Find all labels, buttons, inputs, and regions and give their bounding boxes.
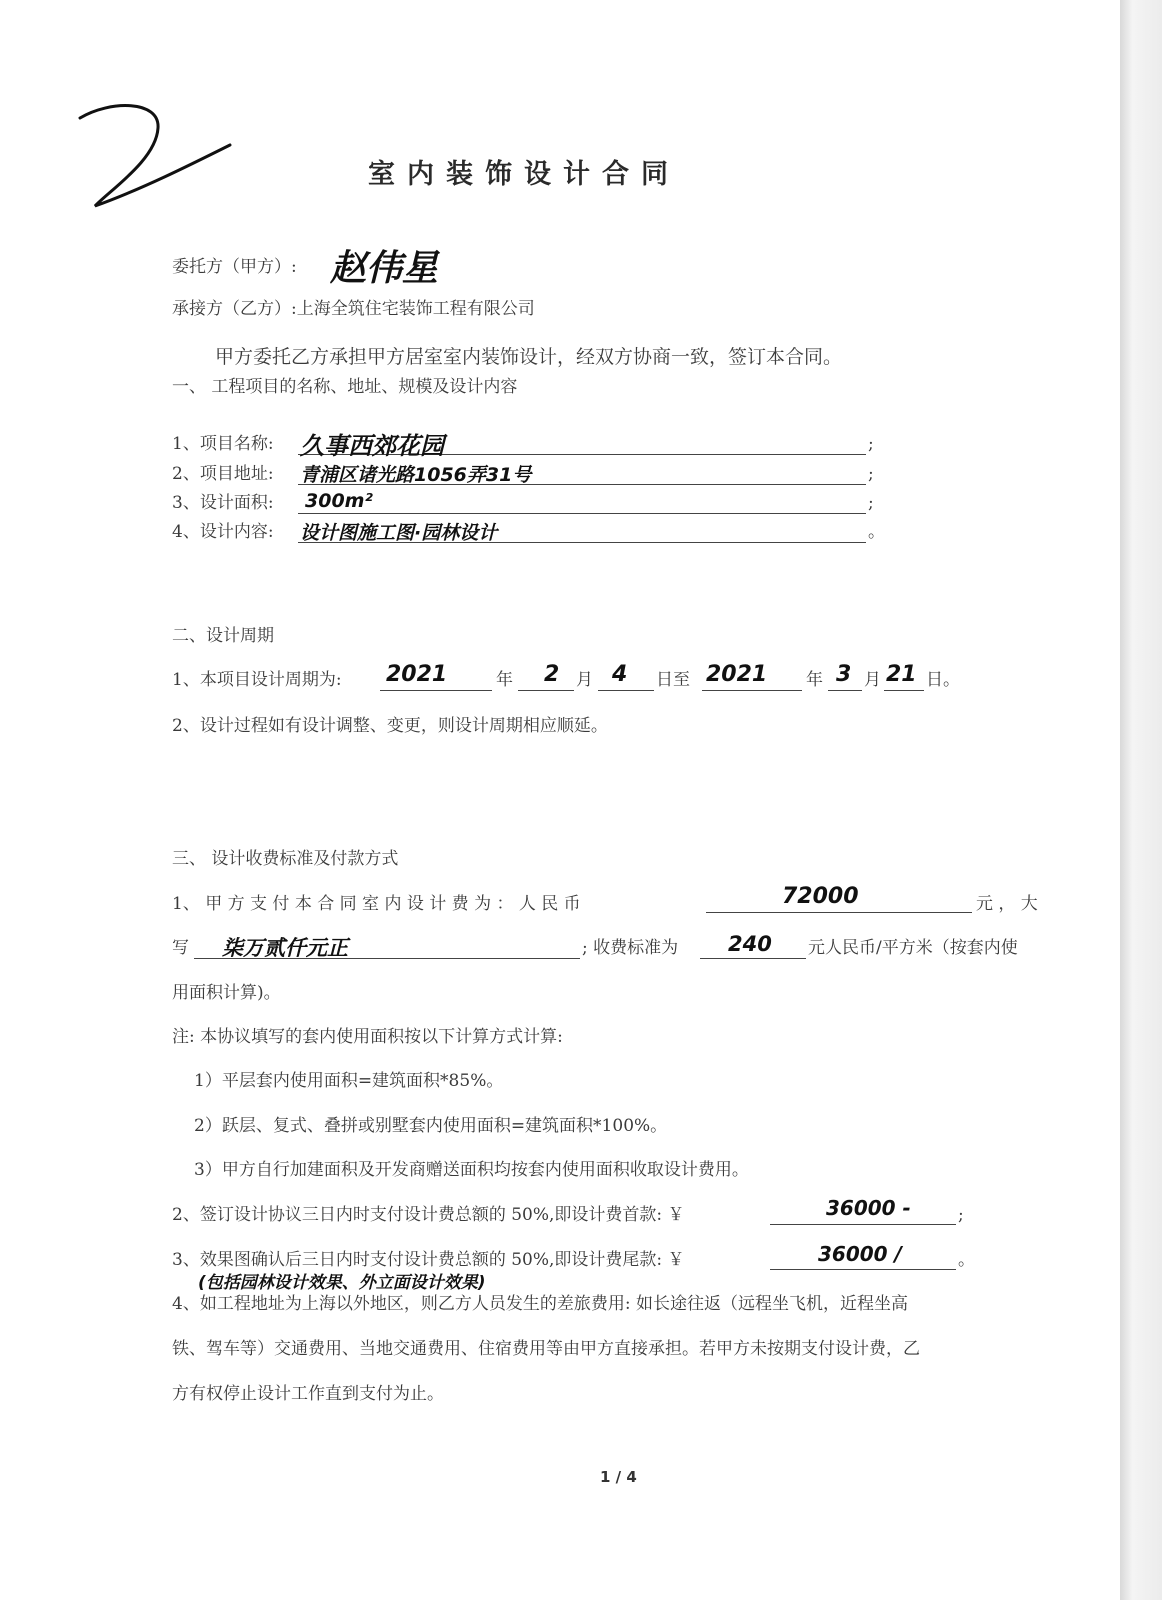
start-day-value: 4 xyxy=(612,662,628,687)
payment-end: 。 xyxy=(958,1250,975,1270)
party-b-name: 上海全筑住宅装饰工程有限公司 xyxy=(296,299,535,319)
fill-line xyxy=(298,513,866,514)
daxie-prefix: 写 xyxy=(172,938,189,958)
rate-cont: 用面积计算)。 xyxy=(172,983,281,1003)
unit-year: 年 xyxy=(806,670,823,690)
item-label: 1、项目名称: xyxy=(172,434,274,454)
end-year-value: 2021 xyxy=(706,662,768,687)
travel-clause-line: 方有权停止设计工作直到支付为止。 xyxy=(172,1384,444,1404)
period-adjust-note: 2、设计过程如有设计调整、变更，则设计周期相应顺延。 xyxy=(172,716,608,736)
item-end: 。 xyxy=(868,522,885,542)
rate-value: 240 xyxy=(728,932,772,956)
project-address-value: 青浦区诸光路1056弄31号 xyxy=(300,464,532,486)
unit-day-to: 日至 xyxy=(656,670,690,690)
fill-line xyxy=(598,690,654,691)
start-month-value: 2 xyxy=(544,662,560,687)
fee-prefix: 1、 甲 方 支 付 本 合 同 室 内 设 计 费 为 ： 人 民 币 xyxy=(172,894,581,914)
final-payment-value: 36000 / xyxy=(818,1242,902,1266)
fill-line xyxy=(770,1269,956,1270)
unit-day-end: 日。 xyxy=(926,670,960,690)
payment-first: 2、签订设计协议三日内时支付设计费总额的 50%,即设计费首款: ￥ xyxy=(172,1205,685,1225)
fill-line xyxy=(702,690,802,691)
page-number: 1 / 4 xyxy=(600,1468,637,1486)
party-a-label: 委托方（甲方）: xyxy=(172,257,297,277)
start-year-value: 2021 xyxy=(386,662,448,687)
fill-line xyxy=(884,690,924,691)
period-label: 1、本项目设计周期为: xyxy=(172,670,342,690)
unit-year: 年 xyxy=(496,670,513,690)
end-day-value: 21 xyxy=(886,662,917,687)
fee-amount-value: 72000 xyxy=(782,884,859,909)
fill-line xyxy=(770,1224,956,1225)
page-stack-edge xyxy=(1120,0,1162,1600)
party-b-label: 承接方（乙方）: xyxy=(172,299,297,319)
end-month-value: 3 xyxy=(836,662,852,687)
payment-end: ; xyxy=(958,1205,964,1225)
first-payment-value: 36000 - xyxy=(826,1196,911,1220)
final-payment-handwritten-note: (包括园林设计效果、外立面设计效果) xyxy=(198,1273,486,1293)
party-a-signature: 赵伟星 xyxy=(330,248,439,289)
item-end: ; xyxy=(868,434,874,454)
payment-final: 3、效果图确认后三日内时支付设计费总额的 50%,即设计费尾款: ￥ xyxy=(172,1250,685,1270)
travel-clause-line: 4、如工程地址为上海以外地区，则乙方人员发生的差旅费用: 如长途往返（远程坐飞机，近程坐高 xyxy=(172,1294,908,1314)
fill-line xyxy=(700,958,806,959)
item-end: ; xyxy=(868,464,874,484)
rate-prefix: ; 收费标准为 xyxy=(582,938,679,958)
unit-month: 月 xyxy=(864,670,881,690)
item-label: 2、项目地址: xyxy=(172,464,274,484)
item-end: ; xyxy=(868,493,874,513)
document-title: 室内装饰设计合同 xyxy=(368,159,680,190)
project-name-value: 久事西郊花园 xyxy=(300,432,444,460)
travel-clause-line: 铁、驾车等）交通费用、当地交通费用、住宿费用等由甲方直接承担。若甲方未按期支付设计费，乙 xyxy=(172,1339,920,1359)
design-area-value: 300m² xyxy=(305,490,373,512)
fill-line xyxy=(380,690,492,691)
section2-heading: 二、设计周期 xyxy=(172,626,274,646)
item-label: 3、设计面积: xyxy=(172,493,274,513)
section3-heading: 三、 设计收费标准及付款方式 xyxy=(172,849,399,869)
intro-paragraph: 甲方委托乙方承担甲方居室室内装饰设计，经双方协商一致，签订本合同。 xyxy=(215,346,843,368)
note-item: 2）跃层、复式、叠拼或别墅套内使用面积=建筑面积*100%。 xyxy=(194,1116,668,1136)
fill-line xyxy=(828,690,862,691)
item-label: 4、设计内容: xyxy=(172,522,274,542)
area-note: 注: 本协议填写的套内使用面积按以下计算方式计算: xyxy=(172,1027,563,1047)
fill-line xyxy=(706,912,972,913)
handwritten-mark xyxy=(0,0,260,230)
note-item: 3）甲方自行加建面积及开发商赠送面积均按套内使用面积收取设计费用。 xyxy=(194,1160,749,1180)
fill-line xyxy=(518,690,574,691)
unit-month: 月 xyxy=(576,670,593,690)
rate-suffix: 元人民币/平方米（按套内使 xyxy=(808,938,1018,958)
fee-daxie-value: 柒万贰仟元正 xyxy=(222,936,348,960)
section1-heading: 一、 工程项目的名称、地址、规模及设计内容 xyxy=(172,377,518,397)
note-item: 1）平层套内使用面积=建筑面积*85%。 xyxy=(194,1071,504,1091)
fee-suffix: 元 ， 大 xyxy=(976,894,1038,914)
design-content-value: 设计图施工图·园林设计 xyxy=(300,522,498,544)
